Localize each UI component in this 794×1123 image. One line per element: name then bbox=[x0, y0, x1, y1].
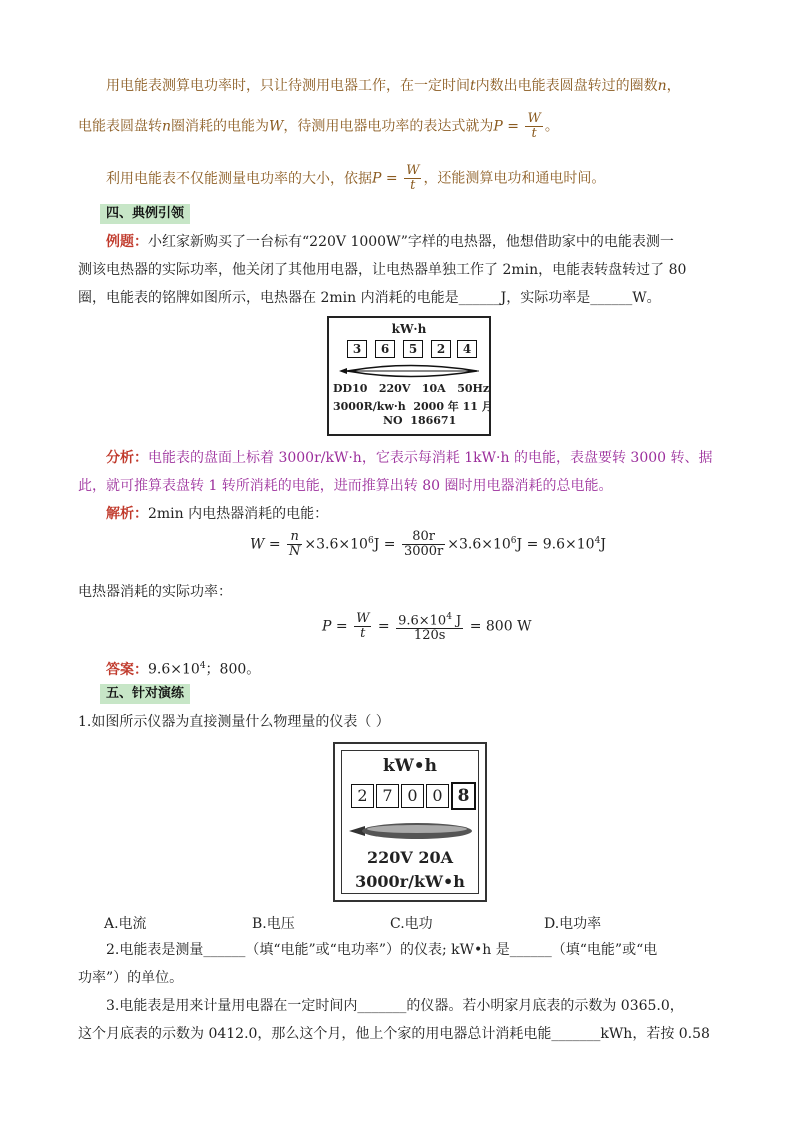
meter1-spec-line-2: 3000R/kw·h 2000 年 11 月 bbox=[333, 400, 493, 413]
meter2-digit-highlight: 8 bbox=[451, 782, 476, 810]
fraction-n-over-N: $\frac{n}{N}$ bbox=[289, 529, 301, 559]
fraction-w-over-t-2: $\frac{W}{t}$ bbox=[406, 163, 420, 193]
meter-nameplate-1 bbox=[327, 316, 491, 436]
power-line: 电热器消耗的实际功率： bbox=[78, 584, 232, 600]
question-3-line-1: 3.电能表是用来计量用电器在一定时间内_______的仪器。若小明家月底表的示数为 0365.0， bbox=[106, 998, 684, 1014]
meter1-disc-icon bbox=[337, 362, 483, 380]
energy-formula: W = $\frac{n}{N}$ $\times 3.6\times 10^6J$ = $\frac{80r}{3000r}$ $\times 3.6\times 10^6J = 9.6\times 10^4J$ bbox=[250, 529, 606, 559]
fraction-w-over-t: $\frac{W}{t}$ bbox=[527, 111, 541, 141]
option-a: A.电流 bbox=[104, 916, 147, 932]
meter2-rating: 220V 20A bbox=[366, 848, 454, 867]
meter1-digit: 2 bbox=[431, 340, 451, 358]
meter1-spec-line-1: DD10 220V 10A 50Hz bbox=[333, 382, 490, 395]
intro-line-3: 利用电能表不仅能测量电功率的大小，依据P = $\frac{W}{t}$ ，还能测算电功和通电时间。 bbox=[106, 163, 606, 193]
meter2-digit: 0 bbox=[401, 784, 424, 808]
question-3-line-2: 这个月底表的示数为 0412.0，那么这个月，他上个家的用电器总计消耗电能_______kWh，若按 0.58 bbox=[78, 1026, 710, 1042]
answer-line: 答案：$9.6\times 10^4$；800。 bbox=[106, 661, 261, 678]
fraction-W-over-t-3: $\frac{W}{t}$ bbox=[356, 611, 370, 642]
fraction-80r-over-3000r: $\frac{80r}{3000r}$ bbox=[403, 529, 444, 559]
power-formula: P = $\frac{W}{t}$ = $\frac{9.6\times 10^4 J}{120s}$ = 800 W bbox=[322, 611, 532, 644]
analysis-line-2: 此，就可推算表盘转 1 转所消耗的电能，进而推算出转 80 圈时用电器消耗的总电能。 bbox=[78, 478, 613, 494]
meter1-unit: kW·h bbox=[391, 322, 427, 336]
example-line-2: 测该电热器的实际功率，他关闭了其他用电器，让电热器单独工作了 2min，电能表转盘转过了 80 bbox=[78, 262, 687, 278]
solution-line: 解析：2min 内电热器消耗的电能： bbox=[106, 506, 329, 522]
question-2-line-1: 2.电能表是测量______（填“电能”或“电功率”）的仪表; kW•h 是______（填“电能”或“电 bbox=[106, 942, 658, 958]
option-c: C.电功 bbox=[390, 916, 433, 932]
example-line-1: 例题：小红家新购买了一台标有“220V 1000W”字样的电热器，他想借助家中的电能表测一 bbox=[106, 234, 674, 250]
meter2-digit: 0 bbox=[426, 784, 449, 808]
meter1-serial: NO 186671 bbox=[383, 414, 457, 427]
meter2-unit: kW•h bbox=[382, 756, 438, 776]
meter1-digit: 6 bbox=[375, 340, 395, 358]
option-b: B.电压 bbox=[252, 916, 295, 932]
intro-line-1: 用电能表测算电功率时，只让待测用电器工作，在一定时间t内数出电能表圆盘转过的圈数n， bbox=[106, 78, 681, 94]
option-d: D.电功率 bbox=[544, 916, 602, 932]
meter2-disc-icon bbox=[347, 818, 477, 844]
meter2-digit: 2 bbox=[351, 784, 374, 808]
question-2-line-2: 功率”）的单位。 bbox=[78, 970, 184, 986]
meter1-digit: 4 bbox=[457, 340, 477, 358]
meter-nameplate-2 bbox=[333, 742, 487, 902]
meter2-constant: 3000r/kW•h bbox=[355, 872, 465, 891]
fraction-energy-over-time: $\frac{9.6\times 10^4 J}{120s}$ bbox=[398, 612, 462, 644]
section-heading-4: 四、典例引领 bbox=[100, 204, 190, 224]
question-1: 1.如图所示仪器为直接测量什么物理量的仪表（ ） bbox=[78, 714, 390, 730]
example-line-3: 圈，电能表的铭牌如图所示，电热器在 2min 内消耗的电能是______J，实际功率是______W。 bbox=[78, 290, 661, 306]
meter1-digit: 3 bbox=[347, 340, 367, 358]
analysis-line-1: 分析：电能表的盘面上标着 3000r/kW·h，它表示每消耗 1kW·h 的电能，表盘要转 3000 转、据 bbox=[106, 450, 713, 466]
meter1-digit: 5 bbox=[403, 340, 423, 358]
section-heading-5: 五、针对演练 bbox=[100, 684, 190, 704]
intro-line-2: 电能表圆盘转n圈消耗的电能为W，待测用电器电功率的表达式就为P = $\frac{W}{t}$ 。 bbox=[78, 111, 559, 141]
meter2-digit: 7 bbox=[376, 784, 399, 808]
